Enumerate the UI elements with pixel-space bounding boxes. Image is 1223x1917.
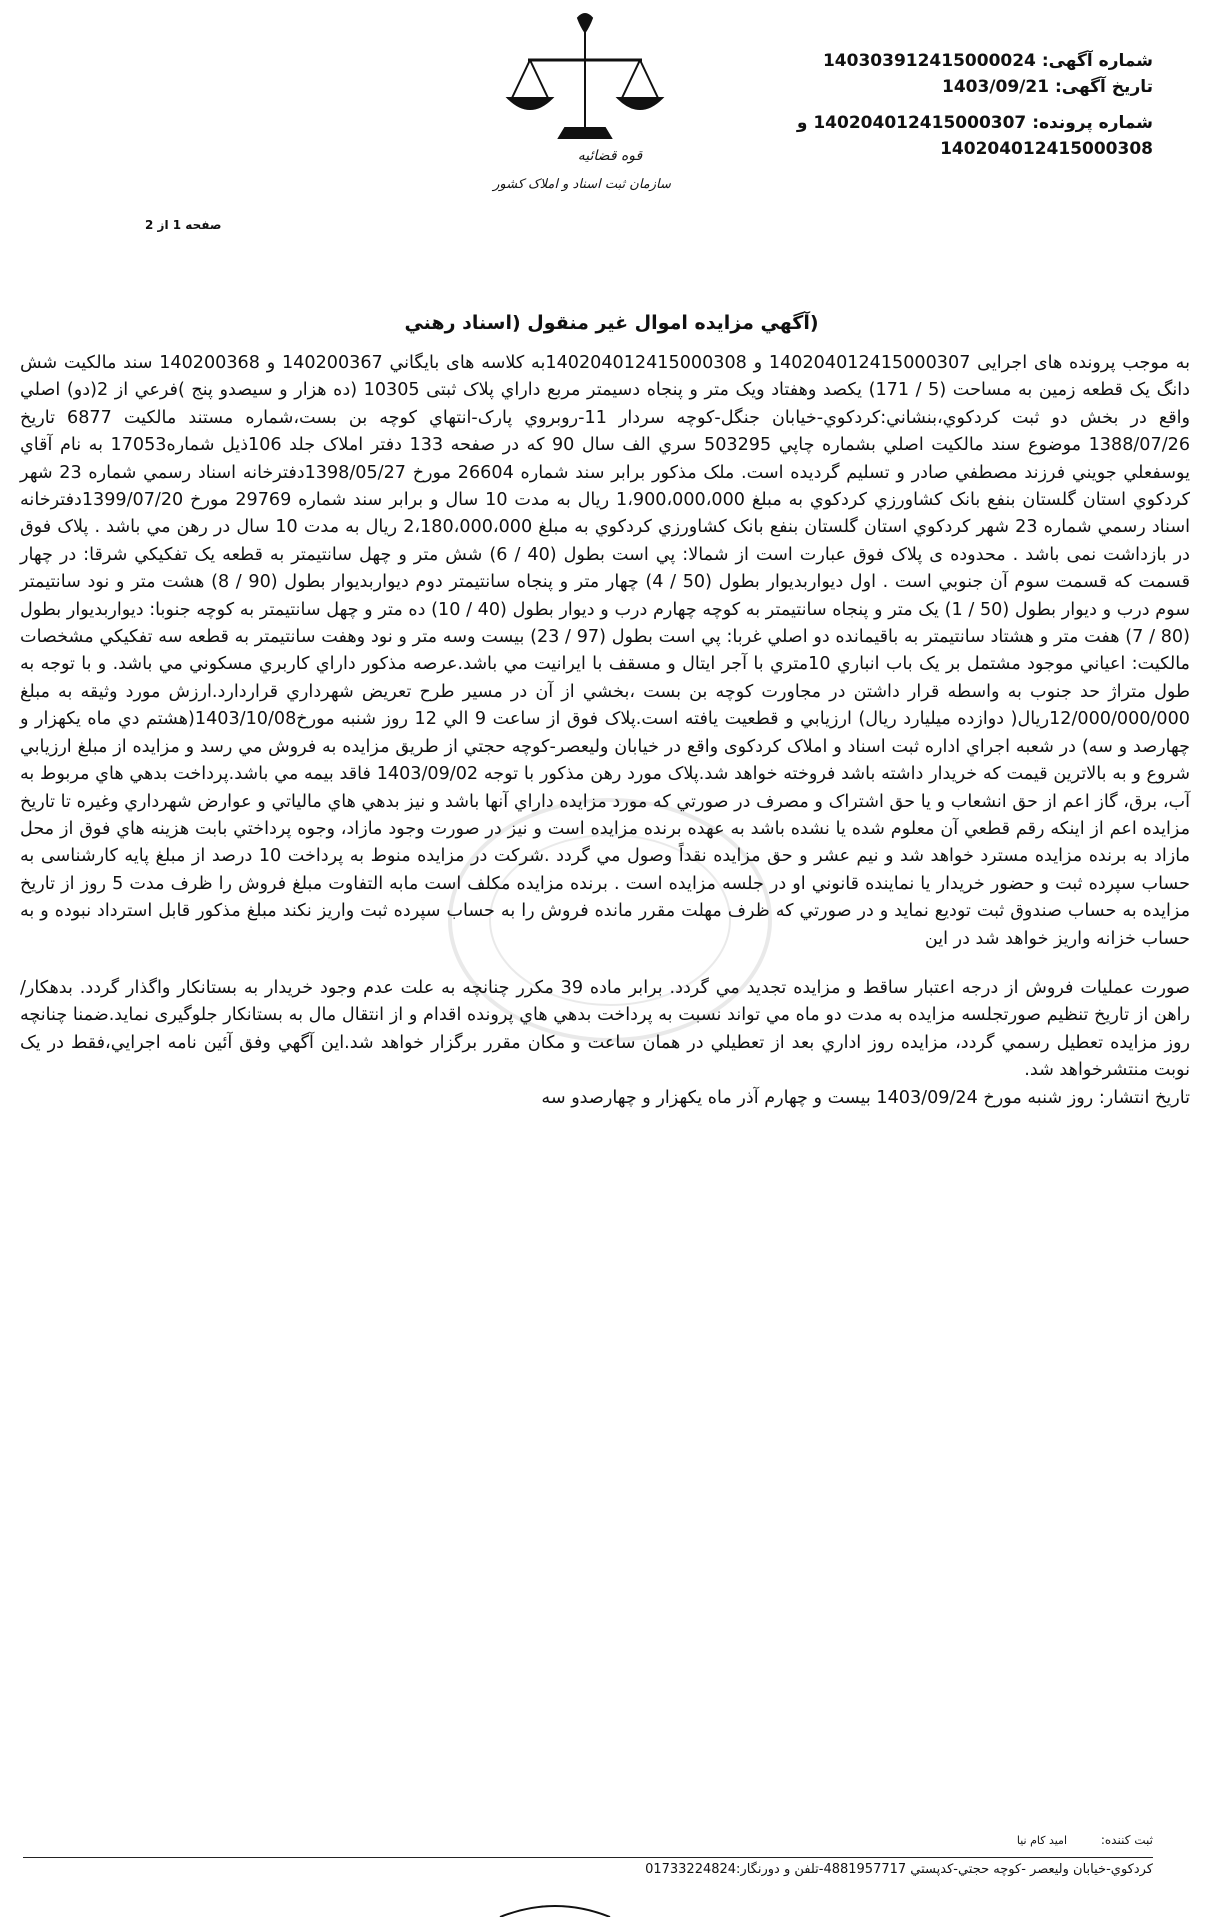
notice-header xyxy=(733,48,1153,162)
publication-date: تاريخ انتشار: روز شنبه مورخ 1403/09/24 بيست و چهارم آذر ماه يكهزار و چهارصدو سه xyxy=(541,1087,1190,1108)
notice-number-row xyxy=(733,48,1153,74)
case-number-row xyxy=(733,110,1153,136)
case-number-2-row xyxy=(733,136,1153,162)
notice-date: 1403/09/21 xyxy=(941,77,1050,97)
notice-date-label: تاریخ آگهی: xyxy=(1054,77,1153,97)
case-number-label: شماره پرونده: xyxy=(1032,113,1153,133)
body-paragraph-2: صورت عمليات فروش از درجه اعتبار ساقط و مزايده تجديد مي گردد. برابر ماده 39 مکرر چنانچه به علت عدم وجود خريدار به بستانکار واگذار گردد. بدهكار/راهن از تاريخ تنظيم صورتجلسه مزايده به مدت دو ماه مي تواند نسبت به پرداخت بدهي هاي پرونده اقدام و از انتقال مال به بستانكار جلوگيری نمايد.ضمنا چنانچه روز مزايده تعطيل رسمي گردد، مزايده روز اداري بعد از تعطيلي در همان ساعت و مكان مقرر برگزار خواهد شد.اين آگهي وفق آئين نامه اجرايي،فقط در يک نوبت منتشرخواهد شد. xyxy=(20,977,1190,1081)
notice-number-label: شماره آگهی: xyxy=(1041,51,1153,71)
notice-body xyxy=(20,350,1190,1112)
office-contact: كردكوي-خيابان وليعصر -كوچه حجتي-كدپستي 4881957717-تلفن و دورنگار:01733224824 xyxy=(23,1857,1153,1877)
notice-number: 140303912415000024 xyxy=(822,51,1036,71)
registrar xyxy=(1017,1833,1153,1847)
judiciary-scales-emblem-icon xyxy=(490,10,680,210)
registrar-label: ثبت کننده: xyxy=(1100,1833,1153,1847)
emblem-text-line2: سازمان ثبت اسناد و املاک کشور xyxy=(493,177,671,192)
emblem-text-line1: قوه قضائیه xyxy=(577,148,643,164)
page-indicator: صفحه 1 از 2 xyxy=(145,218,222,232)
case-number-2: 140204012415000308 xyxy=(940,139,1153,159)
bottom-stamp-fragment xyxy=(480,1900,630,1917)
body-paragraph-1: به موجب پرونده های اجرایی 140204012415000307 و 140204012415000308به کلاسه های بايگاني 140200367 و 140200368 سند مالكيت شش دانگ یک قطعه زمین به مساحت (5 / 171) يكصد وهفتاد ویک متر و پنجاه دسيمتر مربع داراي پلاک ثبتی 10305 (ده هزار و سيصدو پنج )فرعي از 2(دو) اصلي واقع در بخش دو ثبت کردکوي،بنشاني:کردکوي-خيابان جنگل-کوچه سردار 11-روبروي پارک-انتهاي کوچه بن بست،شماره مستند مالکيت 6877 تاريخ 1388/07/26 موضوع سند مالکيت اصلي بشماره چاپي 503295 سري الف سال 90 كه در صفحه 133 دفتر املاک جلد 106ذيل شماره17053 به نام آقاي يوسفعلي جويني فرزند مصطفي صادر و تسليم گرديده است. ملک مذکور برابر سند شماره 26604 مورخ 1398/05/27دفترخانه اسناد رسمي شماره 23 شهر کردکوي استان گلستان بنفع بانک کشاورزي کردکوي به مبلغ 1،900،000،000 ريال به مدت 10 سال و برابر سند شماره 29769 مورخ 1399/07/20دفترخانه اسناد رسمي شماره 23 شهر کردکوي استان گلستان بنفع بانک کشاورزي کردکوي به مبلغ 2،180،000،000 ريال به مدت 10 سال در رهن مي باشد . پلاک فوق در بازداشت نمی باشد . محدوده ی پلاک فوق عبارت است از شمالا: پي است بطول (40 / 6) شش متر و چهل سانتيمتر به قطعه يک تفکيکي شرقا: در چهار قسمت که قسمت سوم آن جنوبي است . اول ديواربديوار بطول (50 / 4) چهار متر و پنجاه سانتيمتر دوم ديواربديوار بطول (90 / 8) هشت متر و نود سانتيمتر سوم درب و ديوار بطول (50 / 1) يک متر و پنجاه سانتيمتر به کوچه چهارم درب و ديوار بطول (40 / 10) ده متر و چهل سانتيمتر به کوچه جنوبا: ديواربديوار بطول (80 / 7) هفت متر و هشتاد سانتيمتر به باقيمانده دو اصلي غربا: پي است بطول (97 / 23) بيست وسه متر و نود وهفت سانتيمتر به قطعه سه تفکيکي مشخصات مالکيت: اعياني موجود مشتمل بر يک باب انباري 10متري با آجر ايتال و مسقف با ايرانيت مي باشد.عرصه مذکور داراي کاربري مسکوني مي باشد. و با توجه به طول متراژ حد جنوب به واسطه قرار داشتن در مجاورت کوچه بن بست ،بخشي از آن در مسير طرح تعريض شهرداري قراردارد.ارزش مورد وثيقه به مبلغ 12/000/000/000ريال( دوازده ميليارد ريال) ارزيابي و قطعيت يافته است.پلاک فوق از ساعت 9 الي 12 روز شنبه مورخ1403/10/08(هشتم دي ماه يكهزار و چهارصد و سه) در شعبه اجراي اداره ثبت اسناد و املاک كردكوی واقع در خيابان وليعصر-كوچه حجتي از طريق مزايده به فروش مي رسد و مزايده از مبلغ ارزيابي شروع و به بالاترين قيمت كه خريدار داشته باشد فروخته خواهد شد.پلاک مورد رهن مذکور با توجه 1403/09/02 فاقد بيمه مي باشد.پرداخت بدهي هاي مربوط به آب، برق، گاز اعم از حق انشعاب و يا حق اشتراک و مصرف در صورتي كه مورد مزايده داراي آنها باشد و نيز بدهي هاي مالياتي و عوارض شهرداري وغيره تا تاريخ مزايده اعم از اينكه رقم قطعي آن معلوم شده يا نشده باشد به عهده برنده مزايده است و نيز در صورت وجود مازاد، وجوه پرداختي بابت هزينه هاي فوق از محل مازاد به برنده مزايده مسترد خواهد شد و نيم عشر و حق مزايده نقداً وصول مي گردد .شرکت در مزايده منوط به پرداخت 10 درصد از مبلغ پايه کارشناسی به حساب سپرده ثبت و حضور خريدار يا نماينده قانوني او در جلسه مزايده است . برنده مزايده مكلف است مابه التفاوت مبلغ فروش را ظرف مدت 5 روز از تاريخ مزايده به حساب صندوق ثبت توديع نمايد و در صورتي كه ظرف مهلت مقرر مانده فروش را به حساب سپرده ثبت واريز نكند مبلغ مذكور قابل استرداد نبوده و به حساب خزانه واريز خواهد شد در اين xyxy=(20,353,1191,949)
registrar-name: امید کام نیا xyxy=(1016,1834,1068,1847)
case-number-1: 140204012415000307 xyxy=(813,113,1027,133)
case-number-conj: و xyxy=(796,113,808,133)
notice-title: (آگهي مزايده اموال غير منقول (اسناد رهني xyxy=(404,312,819,334)
notice-date-row xyxy=(733,74,1153,100)
